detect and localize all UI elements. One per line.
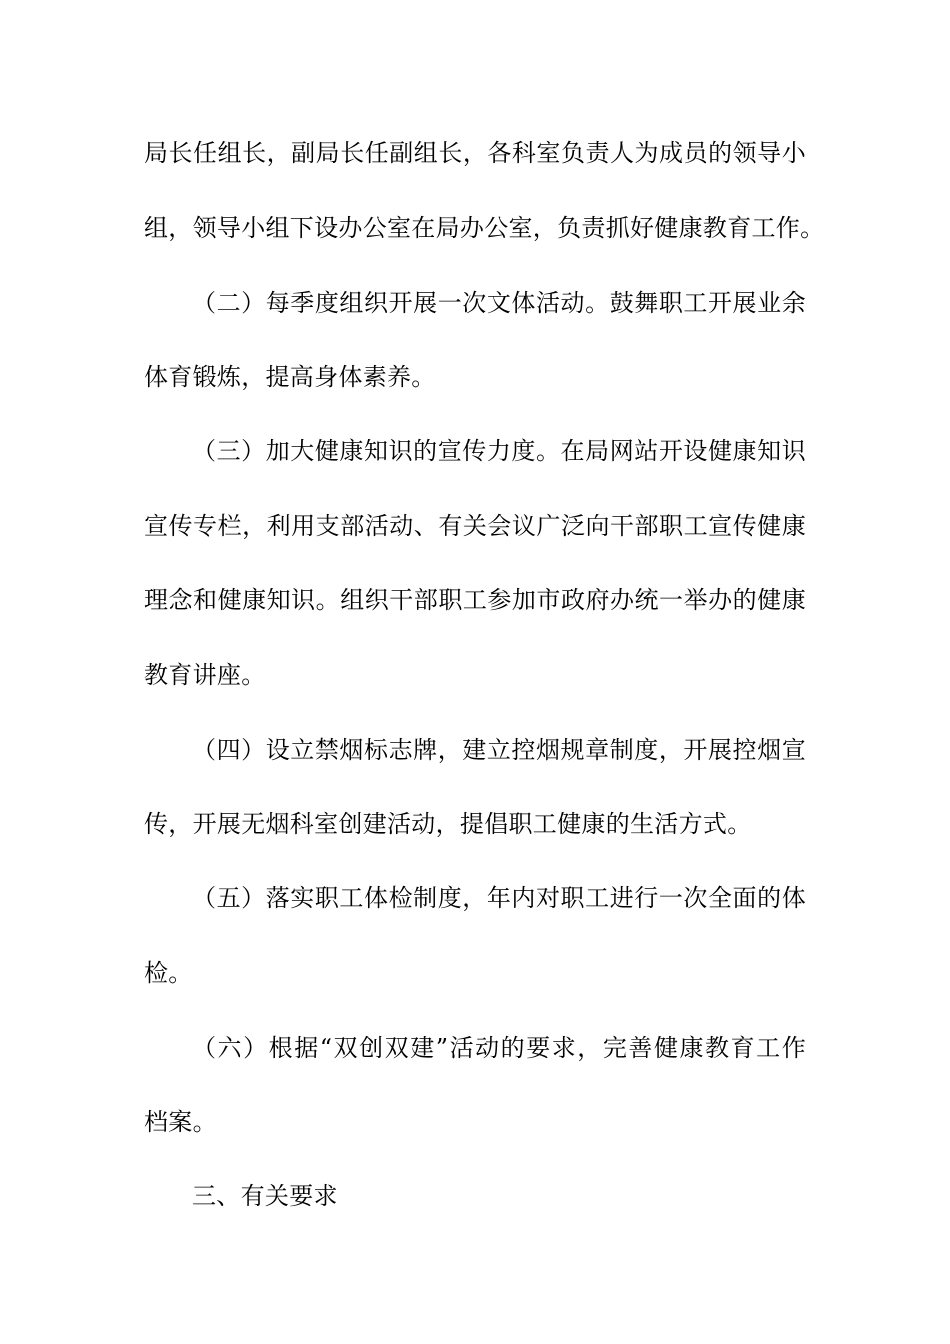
body-line: 组，领导小组下设办公室在局办公室，负责抓好健康教育工作。 [144,214,825,242]
body-line: 宣传专栏，利用支部活动、有关会议广泛向干部职工宣传健康 [144,512,806,540]
body-line: 检。 [144,959,193,987]
body-line: 体育锻炼，提高身体素养。 [144,363,436,391]
body-line: 传，开展无烟科室创建活动，提倡职工健康的生活方式。 [144,810,752,838]
paragraph-start-line: （二）每季度组织开展一次文体活动。鼓舞职工开展业余 [192,289,806,317]
section-heading: 三、有关要求 [192,1182,338,1210]
paragraph-start-line: （四）设立禁烟标志牌，建立控烟规章制度，开展控烟宣 [192,736,806,764]
paragraph-start-line: （三）加大健康知识的宣传力度。在局网站开设健康知识 [192,437,806,465]
body-line: 局长任组长，副局长任副组长，各科室负责人为成员的领导小 [144,139,806,167]
body-line: 教育讲座。 [144,661,266,689]
paragraph-start-line: （五）落实职工体检制度，年内对职工进行一次全面的体 [192,884,806,912]
body-line: 档案。 [144,1108,217,1136]
body-line: 理念和健康知识。组织干部职工参加市政府办统一举办的健康 [144,586,806,614]
paragraph-start-line: （六）根据“双创双建”活动的要求，完善健康教育工作 [192,1034,806,1062]
